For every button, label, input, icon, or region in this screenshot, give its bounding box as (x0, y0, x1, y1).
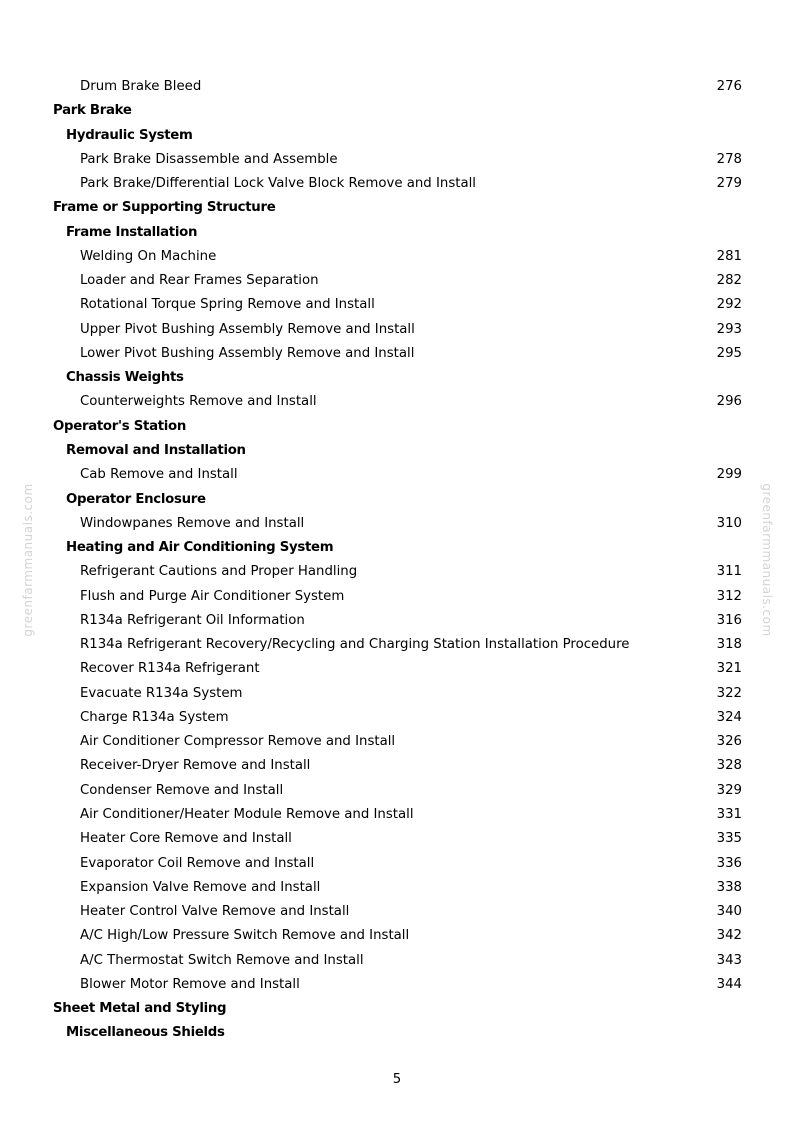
toc-page-number: 343 (716, 952, 742, 968)
toc-entry-title: Blower Motor Remove and Install (80, 976, 300, 992)
toc-entry (0, 390, 794, 414)
toc-page-number: 282 (716, 273, 742, 289)
toc-entry-title: Heater Control Valve Remove and Install (80, 904, 350, 920)
toc-entry (0, 900, 794, 924)
toc-subsection (0, 221, 794, 245)
toc-entry (0, 172, 794, 196)
toc-entry-title: Air Conditioner/Heater Module Remove and Install (80, 806, 414, 822)
toc-section (0, 997, 794, 1021)
toc-page-number: 318 (716, 637, 742, 653)
toc-page-number: 344 (716, 976, 742, 992)
toc-page-number: 279 (716, 176, 742, 192)
toc-subsection-title: Frame Installation (66, 224, 198, 240)
toc-subsection (0, 439, 794, 463)
toc-entry (0, 973, 794, 997)
toc-entry (0, 560, 794, 584)
toc-page-number: 335 (716, 831, 742, 847)
toc-subsection-title: Miscellaneous Shields (66, 1025, 225, 1041)
toc-entry (0, 827, 794, 851)
toc-entry (0, 585, 794, 609)
toc-subsection-title: Operator Enclosure (66, 491, 206, 507)
toc-entry-title: Air Conditioner Compressor Remove and Install (80, 734, 396, 750)
toc-page-number: 296 (716, 394, 742, 410)
toc-page-number: 276 (716, 79, 742, 94)
toc-entry-title: Charge R134a System (80, 709, 229, 725)
toc-entry-title: Loader and Rear Frames Separation (80, 273, 319, 289)
toc-entry (0, 609, 794, 633)
toc-entry (0, 730, 794, 754)
toc-entry-title: Expansion Valve Remove and Install (80, 879, 321, 895)
toc-entry-title: Receiver-Dryer Remove and Install (80, 758, 311, 774)
toc-page-number: 316 (716, 612, 742, 628)
toc-entry (0, 269, 794, 293)
toc-entry-title: Windowpanes Remove and Install (80, 515, 305, 531)
toc-subsection (0, 1021, 794, 1045)
toc-section-title: Park Brake (53, 103, 132, 119)
toc-entry (0, 633, 794, 657)
toc-page-number: 328 (716, 758, 742, 774)
toc-entry (0, 949, 794, 973)
toc-entry-title: Upper Pivot Bushing Assembly Remove and Install (80, 321, 415, 337)
toc-section (0, 99, 794, 123)
toc-page-number: 338 (716, 879, 742, 895)
toc-page-number: 336 (716, 855, 742, 871)
toc-entry-title: Recover R134a Refrigerant (80, 661, 260, 677)
toc-page-number: 321 (716, 661, 742, 677)
toc-entry-title: A/C Thermostat Switch Remove and Install (80, 952, 364, 968)
toc-page-number: 312 (716, 588, 742, 604)
toc-entry (0, 512, 794, 536)
toc-entry-title: Flush and Purge Air Conditioner System (80, 588, 345, 604)
watermark-left: greenfarmmanuals.com (21, 483, 35, 637)
toc-page-number: 292 (716, 297, 742, 313)
toc-page-number: 293 (716, 321, 742, 337)
toc-entry (0, 463, 794, 487)
toc-entry (0, 852, 794, 876)
toc-entry-title: Evacuate R134a System (80, 685, 243, 701)
toc-page-number: 311 (716, 564, 742, 580)
toc-entry (0, 342, 794, 366)
toc-subsection (0, 366, 794, 390)
toc-entry (0, 318, 794, 342)
table-of-contents (0, 75, 794, 1046)
toc-section-title: Frame or Supporting Structure (53, 200, 276, 216)
watermark-right: greenfarmmanuals.com (760, 483, 774, 637)
toc-page-number: 331 (716, 806, 742, 822)
toc-subsection-title: Hydraulic System (66, 127, 193, 143)
toc-entry (0, 754, 794, 778)
toc-entry (0, 245, 794, 269)
toc-page-number: 278 (716, 151, 742, 167)
toc-page-number: 340 (716, 904, 742, 920)
toc-entry (0, 803, 794, 827)
toc-subsection-title: Chassis Weights (66, 370, 184, 386)
toc-page-number: 324 (716, 709, 742, 725)
toc-entry (0, 706, 794, 730)
toc-entry-title: Park Brake/Differential Lock Valve Block Remove and Install (80, 176, 476, 192)
toc-subsection-title: Removal and Installation (66, 442, 246, 458)
toc-entry (0, 924, 794, 948)
toc-entry-title: Cab Remove and Install (80, 467, 238, 483)
toc-page-number: 322 (716, 685, 742, 701)
toc-entry-title: Drum Brake Bleed (80, 79, 202, 94)
toc-entry-title: R134a Refrigerant Oil Information (80, 612, 305, 628)
toc-entry (0, 876, 794, 900)
toc-page-number: 299 (716, 467, 742, 483)
toc-entry-title: Evaporator Coil Remove and Install (80, 855, 315, 871)
toc-entry-title: Welding On Machine (80, 248, 217, 264)
toc-section (0, 196, 794, 220)
toc-section (0, 415, 794, 439)
toc-page-number: 342 (716, 928, 742, 944)
toc-entry-title: Condenser Remove and Install (80, 782, 284, 798)
toc-page-number: 310 (716, 515, 742, 531)
page-number: 5 (392, 1072, 402, 1087)
toc-page-number: 295 (716, 345, 742, 361)
toc-section-title: Sheet Metal and Styling (53, 1001, 227, 1017)
toc-entry-title: Park Brake Disassemble and Assemble (80, 151, 338, 167)
toc-page-number: 326 (716, 734, 742, 750)
toc-entry (0, 293, 794, 317)
toc-subsection (0, 488, 794, 512)
toc-page-number: 281 (716, 248, 742, 264)
toc-entry-title: Refrigerant Cautions and Proper Handling (80, 564, 358, 580)
toc-entry-title: Counterweights Remove and Install (80, 394, 317, 410)
toc-subsection (0, 124, 794, 148)
toc-entry-title: A/C High/Low Pressure Switch Remove and Install (80, 928, 410, 944)
toc-page-number: 329 (716, 782, 742, 798)
toc-entry (0, 148, 794, 172)
toc-entry-title: Heater Core Remove and Install (80, 831, 292, 847)
toc-entry (0, 779, 794, 803)
toc-subsection-title: Heating and Air Conditioning System (66, 540, 334, 556)
toc-subsection (0, 536, 794, 560)
toc-entry-title: R134a Refrigerant Recovery/Recycling and Charging Station Installation Procedure (80, 637, 630, 653)
toc-entry (0, 75, 794, 99)
toc-entry-title: Rotational Torque Spring Remove and Install (80, 297, 375, 313)
toc-entry (0, 682, 794, 706)
toc-section-title: Operator's Station (53, 418, 187, 434)
toc-entry (0, 657, 794, 681)
toc-entry-title: Lower Pivot Bushing Assembly Remove and Install (80, 345, 415, 361)
